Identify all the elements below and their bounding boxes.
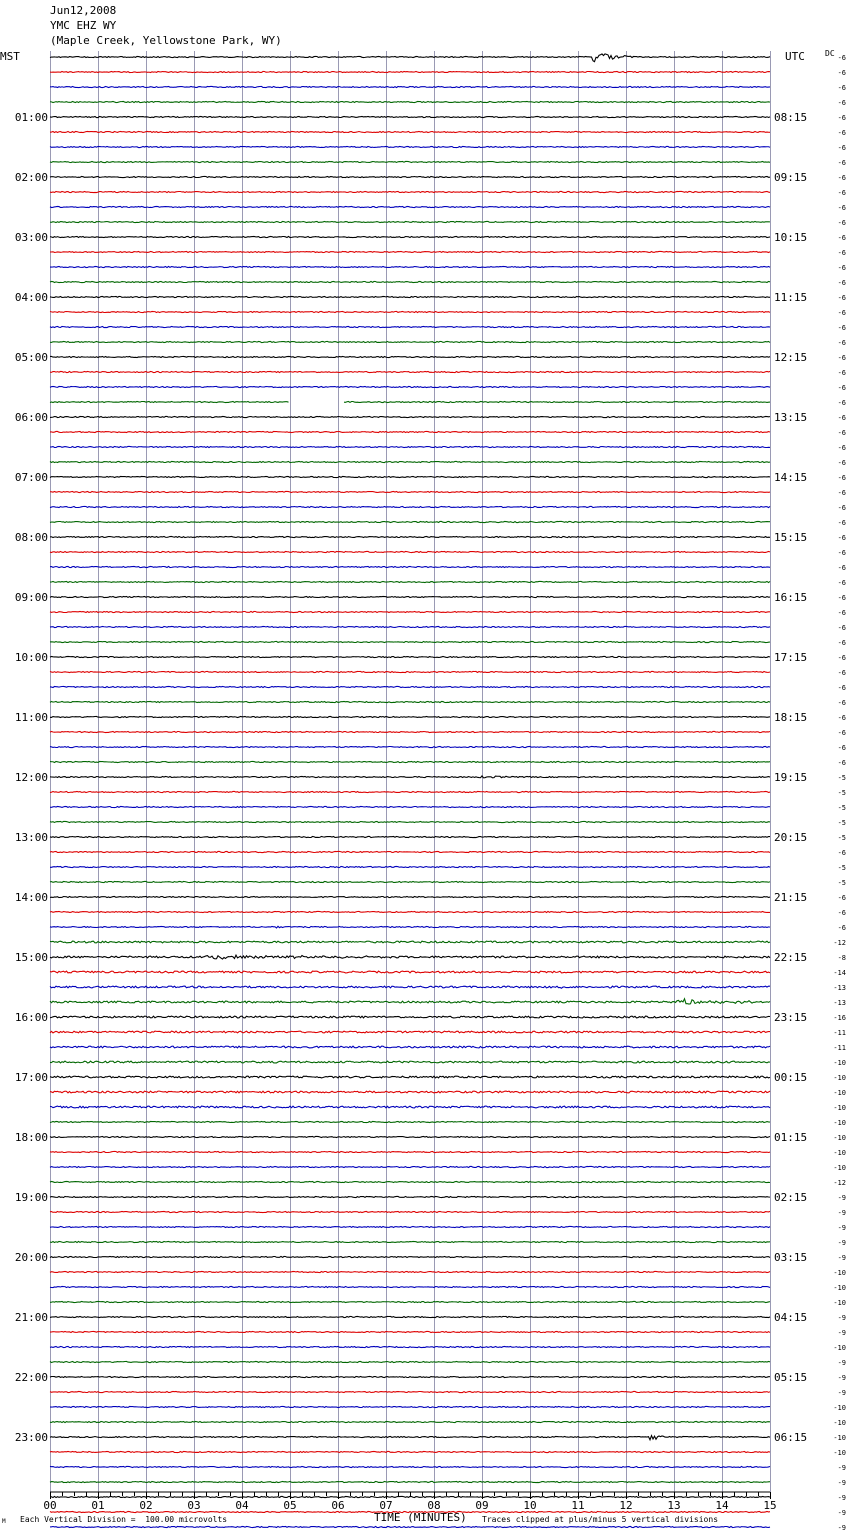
dc-offset-value: -6 — [837, 69, 846, 77]
dc-offset-value: -6 — [837, 54, 846, 62]
header-location: (Maple Creek, Yellowstone Park, WY) — [50, 34, 282, 47]
dc-offset-value: -5 — [837, 789, 846, 797]
right-hour-label: 21:15 — [774, 891, 808, 904]
trace-row-46 — [50, 746, 770, 747]
trace-row-67 — [50, 1061, 770, 1063]
trace-row-85 — [50, 1331, 770, 1332]
dc-offset-value: -13 — [833, 984, 846, 992]
dc-offset-value: -6 — [837, 684, 846, 692]
time-axis — [43, 1492, 776, 1512]
trace-row-40 — [50, 656, 770, 657]
trace-row-76 — [50, 1196, 770, 1197]
dc-offset-value: -6 — [837, 279, 846, 287]
dc-offset-value: -10 — [833, 1164, 846, 1172]
trace-row-41 — [50, 671, 770, 672]
trace-row-55 — [50, 881, 770, 882]
trace-row-39 — [50, 641, 770, 642]
right-hour-label: 17:15 — [774, 651, 808, 664]
dc-offset-value: -9 — [837, 1479, 846, 1487]
dc-offset-value: -9 — [837, 1374, 846, 1382]
dc-offset-value: -10 — [833, 1269, 846, 1277]
dc-offset-value: -6 — [837, 189, 846, 197]
dc-offset-value: -6 — [837, 354, 846, 362]
dc-offset-value: -6 — [837, 534, 846, 542]
trace-row-20 — [50, 356, 770, 357]
trace-row-35 — [50, 581, 770, 582]
trace-row-72 — [50, 1136, 770, 1137]
dc-offset-value: -9 — [837, 1314, 846, 1322]
trace-row-22 — [50, 386, 770, 387]
left-hour-label: 17:00 — [14, 1071, 48, 1084]
dc-offset-value: -6 — [837, 129, 846, 137]
left-hour-label: 14:00 — [14, 891, 48, 904]
x-tick-label: 00 — [43, 1499, 57, 1512]
x-tick-label: 09 — [475, 1499, 489, 1512]
dc-offset-value: -6 — [837, 729, 846, 737]
dc-offset-value: -6 — [837, 414, 846, 422]
right-hour-label: 14:15 — [774, 471, 808, 484]
right-hour-label: 15:15 — [774, 531, 808, 544]
trace-row-4 — [50, 116, 770, 117]
trace-row-61 — [50, 971, 770, 973]
dc-offset-value: -6 — [837, 549, 846, 557]
trace-row-70 — [50, 1106, 770, 1108]
trace-row-68 — [50, 1076, 770, 1078]
dc-offset-value: -6 — [837, 849, 846, 857]
dc-offset-value: -6 — [837, 504, 846, 512]
trace-row-77 — [50, 1211, 770, 1212]
x-tick-label: 01 — [91, 1499, 105, 1512]
dc-offset-value: -16 — [833, 1014, 846, 1022]
dc-offset-value: -9 — [837, 1494, 846, 1502]
trace-row-45 — [50, 731, 770, 732]
dc-offset-value: -6 — [837, 399, 846, 407]
left-hour-label: 06:00 — [14, 411, 48, 424]
trace-row-80 — [50, 1256, 770, 1257]
left-hour-label: 15:00 — [14, 951, 48, 964]
right-hour-label: 02:15 — [774, 1191, 808, 1204]
right-hour-label: 22:15 — [774, 951, 808, 964]
left-hour-label: 18:00 — [14, 1131, 48, 1144]
right-hour-label: 16:15 — [774, 591, 808, 604]
right-hour-label: 18:15 — [774, 711, 808, 724]
x-tick-label: 15 — [763, 1499, 777, 1512]
trace-row-11 — [50, 221, 770, 222]
trace-row-86 — [50, 1346, 770, 1347]
trace-row-56 — [50, 896, 770, 897]
dc-offset-value: -6 — [837, 264, 846, 272]
trace-row-51 — [50, 821, 770, 822]
right-hour-label: 00:15 — [774, 1071, 808, 1084]
trace-row-90 — [50, 1406, 770, 1407]
left-hour-label: 21:00 — [14, 1311, 48, 1324]
trace-row-54 — [50, 866, 770, 867]
dc-offset-value: -6 — [837, 489, 846, 497]
trace-row-57 — [50, 911, 770, 912]
dc-offset-value: -5 — [837, 864, 846, 872]
dc-offset-value: -6 — [837, 294, 846, 302]
dc-offset-value: -6 — [837, 144, 846, 152]
trace-row-52 — [50, 836, 770, 837]
dc-offset-value: -10 — [833, 1134, 846, 1142]
dc-offset-value: -11 — [833, 1029, 846, 1037]
trace-row-83 — [50, 1301, 770, 1302]
dc-offset-value: -9 — [837, 1194, 846, 1202]
left-hour-label: 09:00 — [14, 591, 48, 604]
dc-offset-value: -8 — [837, 954, 846, 962]
left-hour-label: 08:00 — [14, 531, 48, 544]
trace-row-64 — [50, 1016, 770, 1018]
left-hour-label: 10:00 — [14, 651, 48, 664]
dc-offset-value: -6 — [837, 909, 846, 917]
right-hour-label: 09:15 — [774, 171, 808, 184]
trace-row-2 — [50, 86, 770, 87]
dc-offset-value: -6 — [837, 114, 846, 122]
left-hour-label: 22:00 — [14, 1371, 48, 1384]
left-hour-label: 19:00 — [14, 1191, 48, 1204]
dc-offset-value: -14 — [833, 969, 846, 977]
dc-offset-value: -5 — [837, 834, 846, 842]
left-hour-label: 23:00 — [14, 1431, 48, 1444]
trace-row-10 — [50, 206, 770, 207]
dc-offset-value: -9 — [837, 1239, 846, 1247]
trace-row-33 — [50, 551, 770, 552]
x-tick-label: 06 — [331, 1499, 345, 1512]
trace-row-91 — [50, 1421, 770, 1422]
trace-row-87 — [50, 1361, 770, 1362]
trace-row-12 — [50, 236, 770, 237]
dc-offset-value: -11 — [833, 1044, 846, 1052]
trace-row-18 — [50, 326, 770, 327]
right-hour-label: 10:15 — [774, 231, 808, 244]
dc-offset-value: -6 — [837, 219, 846, 227]
trace-row-13 — [50, 251, 770, 252]
dc-offset-value: -10 — [833, 1059, 846, 1067]
trace-row-21 — [50, 371, 770, 372]
dc-offset-value: -6 — [837, 594, 846, 602]
dc-offset-value: -6 — [837, 624, 846, 632]
trace-row-24 — [50, 416, 770, 417]
dc-offset-value: -6 — [837, 99, 846, 107]
x-axis-label: TIME (MINUTES) — [374, 1511, 467, 1524]
trace-row-29 — [50, 491, 770, 492]
dc-offset-value: -6 — [837, 234, 846, 242]
trace-row-25 — [50, 431, 770, 432]
dc-offset-value: -6 — [837, 579, 846, 587]
trace-row-28 — [50, 476, 770, 477]
dc-offset-value: -10 — [833, 1434, 846, 1442]
x-tick-label: 05 — [283, 1499, 297, 1512]
dc-offset-value: -10 — [833, 1404, 846, 1412]
dc-offset-value: -9 — [837, 1329, 846, 1337]
trace-row-14 — [50, 266, 770, 267]
dc-offset-value: -9 — [837, 1209, 846, 1217]
trace-row-75 — [50, 1181, 770, 1182]
dc-offset-value: -6 — [837, 639, 846, 647]
header-date: Jun12,2008 — [50, 4, 117, 17]
dc-offset-value: -9 — [837, 1524, 846, 1532]
left-hour-label: 01:00 — [14, 111, 48, 124]
dc-offset-value: -6 — [837, 174, 846, 182]
right-hour-label: 12:15 — [774, 351, 808, 364]
dc-offset-value: -5 — [837, 819, 846, 827]
dc-offset-value: -6 — [837, 204, 846, 212]
trace-row-36 — [50, 596, 770, 597]
trace-row-5 — [50, 131, 770, 132]
dc-offset-value: -6 — [837, 699, 846, 707]
trace-row-34 — [50, 566, 770, 567]
trace-row-96 — [50, 1496, 770, 1497]
trace-row-3 — [50, 101, 770, 102]
trace-row-1 — [50, 71, 770, 72]
dc-offset-value: -10 — [833, 1149, 846, 1157]
trace-row-82 — [50, 1286, 770, 1287]
x-tick-label: 07 — [379, 1499, 393, 1512]
trace-row-62 — [50, 986, 770, 988]
left-hour-label: 02:00 — [14, 171, 48, 184]
x-tick-label: 02 — [139, 1499, 153, 1512]
trace-row-9 — [50, 191, 770, 192]
dc-offset-value: -10 — [833, 1074, 846, 1082]
left-hour-label: 05:00 — [14, 351, 48, 364]
right-hour-label: 19:15 — [774, 771, 808, 784]
right-hour-label: 13:15 — [774, 411, 808, 424]
trace-row-23 — [50, 401, 770, 402]
dc-offset-value: -5 — [837, 804, 846, 812]
dc-offset-value: -10 — [833, 1449, 846, 1457]
trace-row-50 — [50, 806, 770, 807]
dc-offset-value: -6 — [837, 564, 846, 572]
trace-row-19 — [50, 341, 770, 342]
x-tick-label: 08 — [427, 1499, 441, 1512]
dc-offset-value: -9 — [837, 1464, 846, 1472]
clip-note: Traces clipped at plus/minus 5 vertical divisions — [482, 1515, 719, 1524]
right-hour-label: 11:15 — [774, 291, 808, 304]
trace-row-78 — [50, 1226, 770, 1227]
dc-offset-value: -9 — [837, 1359, 846, 1367]
trace-row-7 — [50, 161, 770, 162]
left-hour-label: 03:00 — [14, 231, 48, 244]
trace-row-93 — [50, 1451, 770, 1452]
left-hour-label: 16:00 — [14, 1011, 48, 1024]
trace-row-79 — [50, 1241, 770, 1242]
scale-note: Each Vertical Division = 100.00 microvolts — [20, 1515, 228, 1524]
dc-offset-value: -6 — [837, 714, 846, 722]
trace-row-98 — [50, 1526, 770, 1527]
dc-offset-value: -6 — [837, 369, 846, 377]
trace-row-88 — [50, 1376, 770, 1377]
left-hour-label: 13:00 — [14, 831, 48, 844]
dc-offset-value: -6 — [837, 84, 846, 92]
trace-row-95 — [50, 1481, 770, 1482]
x-tick-label: 13 — [667, 1499, 681, 1512]
dc-offset-value: -5 — [837, 774, 846, 782]
dc-offset-value: -6 — [837, 309, 846, 317]
dc-offset-value: -6 — [837, 894, 846, 902]
dc-offset-value: -6 — [837, 669, 846, 677]
trace-row-71 — [50, 1121, 770, 1122]
x-tick-label: 10 — [523, 1499, 537, 1512]
trace-row-16 — [50, 296, 770, 297]
trace-row-47 — [50, 761, 770, 762]
dc-offset-value: -6 — [837, 384, 846, 392]
dc-offset-value: -12 — [833, 939, 846, 947]
right-hour-label: 01:15 — [774, 1131, 808, 1144]
dc-offset-value: -6 — [837, 759, 846, 767]
trace-row-94 — [50, 1466, 770, 1467]
dc-offset-value: -6 — [837, 609, 846, 617]
dc-offset-value: -9 — [837, 1509, 846, 1517]
trace-row-48 — [50, 776, 770, 778]
dc-offset-value: -6 — [837, 654, 846, 662]
trace-row-60 — [50, 955, 770, 959]
left-timezone-label: MST — [0, 50, 20, 63]
dc-offset-value: -6 — [837, 924, 846, 932]
trace-row-17 — [50, 311, 770, 312]
trace-row-6 — [50, 146, 770, 147]
trace-row-32 — [50, 536, 770, 537]
dc-offset-value: -12 — [833, 1179, 846, 1187]
trace-row-63 — [50, 999, 770, 1004]
trace-row-89 — [50, 1391, 770, 1392]
trace-row-31 — [50, 521, 770, 522]
trace-row-15 — [50, 281, 770, 282]
right-hour-label: 06:15 — [774, 1431, 808, 1444]
dc-offset-value: -9 — [837, 1224, 846, 1232]
trace-row-66 — [50, 1046, 770, 1048]
trace-row-65 — [50, 1031, 770, 1033]
dc-offset-value: -6 — [837, 459, 846, 467]
trace-row-37 — [50, 611, 770, 612]
trace-row-92 — [50, 1436, 770, 1440]
trace-row-49 — [50, 791, 770, 792]
left-hour-label: 11:00 — [14, 711, 48, 724]
dc-offset-value: -10 — [833, 1419, 846, 1427]
right-hour-label: 05:15 — [774, 1371, 808, 1384]
x-tick-label: 14 — [715, 1499, 729, 1512]
dc-offset-value: -6 — [837, 429, 846, 437]
trace-row-27 — [50, 461, 770, 462]
dc-label: DC — [825, 49, 835, 58]
left-hour-label: 12:00 — [14, 771, 48, 784]
dc-offset-value: -10 — [833, 1284, 846, 1292]
x-tick-label: 04 — [235, 1499, 249, 1512]
x-tick-label: 11 — [571, 1499, 585, 1512]
dc-offset-value: -13 — [833, 999, 846, 1007]
dc-offset-value: -10 — [833, 1104, 846, 1112]
trace-row-58 — [50, 926, 770, 928]
dc-offset-value: -9 — [837, 1254, 846, 1262]
dc-offset-value: -6 — [837, 444, 846, 452]
trace-row-38 — [50, 626, 770, 627]
right-hour-label: 23:15 — [774, 1011, 808, 1024]
trace-row-69 — [50, 1091, 770, 1093]
left-hour-label: 04:00 — [14, 291, 48, 304]
dc-offset-value: -10 — [833, 1344, 846, 1352]
trace-rows — [50, 54, 770, 1528]
dc-offset-column — [833, 54, 846, 1532]
right-timezone-label: UTC — [785, 50, 805, 63]
dc-offset-value: -6 — [837, 474, 846, 482]
right-hour-label: 20:15 — [774, 831, 808, 844]
dc-offset-value: -6 — [837, 249, 846, 257]
trace-row-59 — [50, 941, 770, 943]
dc-offset-value: -10 — [833, 1089, 846, 1097]
right-hour-label: 04:15 — [774, 1311, 808, 1324]
header-station: YMC EHZ WY — [50, 19, 117, 32]
trace-row-42 — [50, 686, 770, 687]
left-hour-label: 07:00 — [14, 471, 48, 484]
x-tick-label: 12 — [619, 1499, 633, 1512]
left-hour-label: 20:00 — [14, 1251, 48, 1264]
trace-row-0 — [50, 54, 770, 62]
trace-row-8 — [50, 176, 770, 177]
trace-row-44 — [50, 716, 770, 717]
right-hour-label: 08:15 — [774, 111, 808, 124]
dc-offset-value: -5 — [837, 879, 846, 887]
right-hour-label: 03:15 — [774, 1251, 808, 1264]
trace-row-26 — [50, 446, 770, 447]
dc-offset-value: -6 — [837, 339, 846, 347]
trace-row-84 — [50, 1316, 770, 1317]
dc-offset-value: -6 — [837, 159, 846, 167]
dc-offset-value: -9 — [837, 1389, 846, 1397]
trace-row-30 — [50, 506, 770, 507]
dc-offset-value: -10 — [833, 1119, 846, 1127]
x-tick-label: 03 — [187, 1499, 201, 1512]
trace-row-53 — [50, 851, 770, 852]
corner-mark: M — [2, 1518, 6, 1525]
trace-row-74 — [50, 1166, 770, 1167]
trace-row-81 — [50, 1271, 770, 1272]
trace-row-43 — [50, 701, 770, 702]
dc-offset-value: -6 — [837, 519, 846, 527]
dc-offset-value: -10 — [833, 1299, 846, 1307]
trace-row-73 — [50, 1151, 770, 1152]
dc-offset-value: -6 — [837, 324, 846, 332]
dc-offset-value: -6 — [837, 744, 846, 752]
